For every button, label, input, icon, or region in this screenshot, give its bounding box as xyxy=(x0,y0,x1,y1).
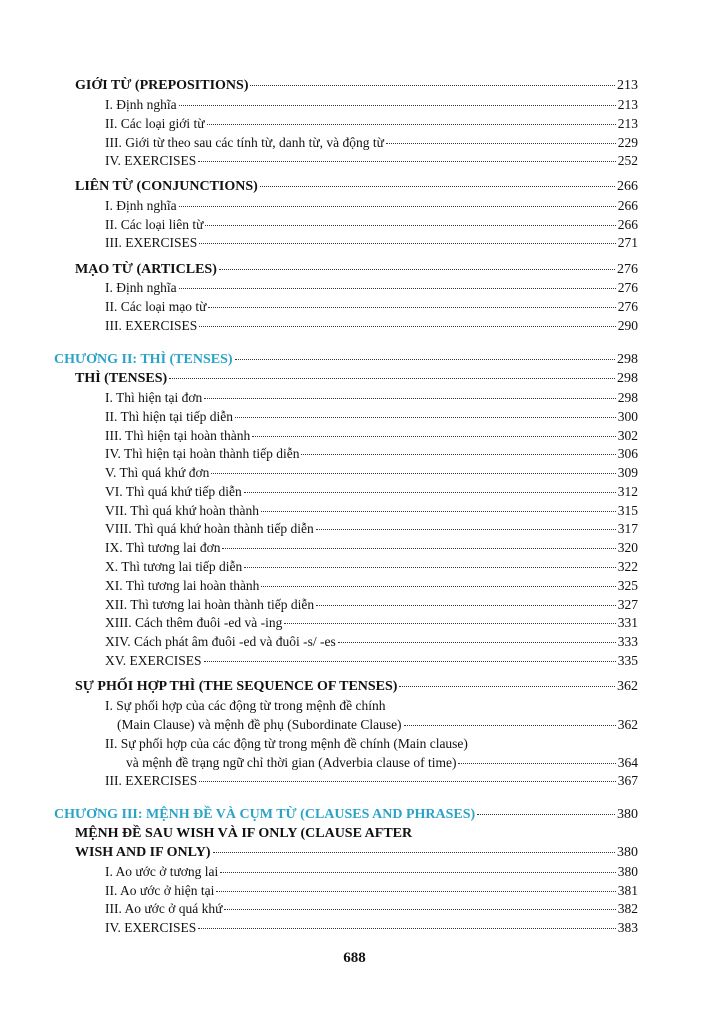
toc-entry-page: 276 xyxy=(617,299,638,314)
toc-entry-page: 276 xyxy=(617,262,638,277)
toc-entry-chapter xyxy=(54,351,638,368)
toc-entry-page: 383 xyxy=(617,920,638,935)
toc-entry-title: (Main Clause) và mệnh đề phụ (Subordinate Clause) xyxy=(117,717,402,732)
toc-entry-title: MẠO TỪ (ARTICLES) xyxy=(75,262,217,277)
dot-leader xyxy=(250,85,615,86)
toc-entry-page: 335 xyxy=(617,653,638,668)
page-number: 688 xyxy=(343,950,366,966)
toc-entry-title: XIV. Cách phát âm đuôi -ed và đuôi -s/ -es xyxy=(105,634,336,649)
dot-leader xyxy=(477,814,615,815)
toc-entry-title: II. Các loại mạo từ xyxy=(105,299,207,314)
toc-entry-page: 362 xyxy=(617,679,638,694)
toc-entry-page: 252 xyxy=(617,153,638,168)
toc-entry-section xyxy=(75,844,638,861)
toc-entry-page: 309 xyxy=(617,465,638,480)
toc-entry-sub xyxy=(105,558,638,575)
dot-leader xyxy=(404,725,616,726)
dot-leader xyxy=(213,852,616,853)
dot-leader xyxy=(261,511,616,512)
dot-leader xyxy=(260,186,615,187)
toc-entry-sub xyxy=(105,520,638,537)
toc-entry-title: CHƯƠNG III: MỆNH ĐỀ VÀ CỤM TỪ (CLAUSES AND PHRASES) xyxy=(54,807,476,822)
toc-entry-title: I. Định nghĩa xyxy=(105,97,177,112)
toc-entry-section xyxy=(75,261,638,278)
toc-entry-title: III. Thì hiện tại hoàn thành xyxy=(105,428,251,443)
toc-entry-page: 333 xyxy=(617,634,638,649)
toc-entry-sub xyxy=(105,483,638,500)
toc-entry-page: 213 xyxy=(617,78,638,93)
toc-entry-sub xyxy=(105,389,638,406)
dot-leader xyxy=(222,548,615,549)
dot-leader xyxy=(179,288,616,289)
toc-entry-page: 213 xyxy=(617,116,638,131)
toc-entry-title: III. EXERCISES xyxy=(105,235,198,250)
dot-leader xyxy=(179,206,616,207)
toc-entry-sub xyxy=(105,863,638,880)
toc-entry-title: MỆNH ĐỀ SAU WISH VÀ IF ONLY (CLAUSE AFTER xyxy=(75,826,413,841)
dot-leader xyxy=(386,143,616,144)
toc-entry-page: 300 xyxy=(617,409,638,424)
toc-entry-title: XI. Thì tương lai hoàn thành xyxy=(105,578,260,593)
toc-entry-page: 317 xyxy=(617,521,638,536)
toc-entry-sub xyxy=(105,197,638,214)
dot-leader xyxy=(338,642,616,643)
toc-entry-sub xyxy=(105,919,638,936)
toc-entry-page: 213 xyxy=(617,97,638,112)
toc-entry-title: VIII. Thì quá khứ hoàn thành tiếp diễn xyxy=(105,521,314,536)
toc-entry-section xyxy=(75,370,638,387)
toc-entry-title: XIII. Cách thêm đuôi -ed và -ing xyxy=(105,615,283,630)
toc-entry-sub xyxy=(105,216,638,233)
dot-leader xyxy=(211,473,615,474)
toc-entry-page: 380 xyxy=(617,864,638,879)
toc-entry-title: IV. Thì hiện tại hoàn thành tiếp diễn xyxy=(105,446,300,461)
toc-entry-sub xyxy=(105,298,638,315)
toc-entry-page: 325 xyxy=(617,578,638,593)
toc-entry-section xyxy=(75,825,412,842)
toc-entry-sub xyxy=(105,652,638,669)
toc-entry-sub xyxy=(105,115,638,132)
toc-entry-sub xyxy=(105,234,638,251)
toc-entry-title: I. Sự phối hợp của các động từ trong mệnh đề chính xyxy=(105,698,386,713)
toc-entry-title: THÌ (TENSES) xyxy=(75,371,168,386)
toc-entry-title: LIÊN TỪ (CONJUNCTIONS) xyxy=(75,179,258,194)
dot-leader xyxy=(204,398,616,399)
toc-entry-title: IV. EXERCISES xyxy=(105,920,197,935)
dot-leader xyxy=(169,378,615,379)
toc-entry-sub xyxy=(105,882,638,899)
toc-entry-title: WISH AND IF ONLY) xyxy=(75,845,211,860)
dot-leader xyxy=(399,686,615,687)
dot-leader xyxy=(316,605,616,606)
toc-entry-title: và mệnh đề trạng ngữ chỉ thời gian (Adverbia clause of time) xyxy=(126,755,457,770)
dot-leader xyxy=(219,269,615,270)
dot-leader xyxy=(179,105,616,106)
toc-entry-sub xyxy=(105,697,385,714)
dot-leader xyxy=(235,417,616,418)
toc-entry-page: 367 xyxy=(617,773,638,788)
toc-entry-title: I. Thì hiện tại đơn xyxy=(105,390,203,405)
toc-entry-sub xyxy=(105,152,638,169)
toc-entry-title: II. Các loại liên từ xyxy=(105,217,204,232)
dot-leader xyxy=(208,307,615,308)
toc-entry-title: GIỚI TỪ (PREPOSITIONS) xyxy=(75,78,249,93)
toc-entry-page: 271 xyxy=(617,235,638,250)
dot-leader xyxy=(261,586,615,587)
toc-entry-title: II. Ao ước ở hiện tại xyxy=(105,883,215,898)
dot-leader xyxy=(244,567,616,568)
toc-entry-page: 382 xyxy=(617,901,638,916)
toc-entry-page: 381 xyxy=(617,883,638,898)
toc-entry-title: III. Ao ước ở quá khứ xyxy=(105,901,223,916)
toc-entry-title: II. Thì hiện tại tiếp diễn xyxy=(105,409,233,424)
toc-entry-page: 306 xyxy=(617,446,638,461)
toc-entry-page: 276 xyxy=(617,280,638,295)
toc-entry-cont2 xyxy=(126,754,638,771)
toc-entry-page: 380 xyxy=(617,807,638,822)
toc-entry-section xyxy=(75,77,638,94)
toc-entry-page: 364 xyxy=(617,755,638,770)
toc-entry-sub xyxy=(105,279,638,296)
dot-leader xyxy=(199,326,616,327)
toc-entry-page: 302 xyxy=(617,428,638,443)
toc-entry-title: VI. Thì quá khứ tiếp diễn xyxy=(105,484,242,499)
toc-entry-sub xyxy=(105,900,638,917)
dot-leader xyxy=(224,909,615,910)
toc-entry-sub xyxy=(105,596,638,613)
toc-entry-title: CHƯƠNG II: THÌ (TENSES) xyxy=(54,352,233,367)
toc-entry-sub xyxy=(105,735,468,752)
dot-leader xyxy=(198,928,615,929)
toc-entry-page: 298 xyxy=(617,352,638,367)
toc-entry-chapter xyxy=(54,806,638,823)
toc-entry-page: 322 xyxy=(617,559,638,574)
toc-entry-sub xyxy=(105,772,638,789)
toc-entry-title: III. Giới từ theo sau các tính từ, danh từ, và động từ xyxy=(105,135,384,150)
toc-entry-page: 229 xyxy=(617,135,638,150)
toc-entry-page: 315 xyxy=(617,503,638,518)
toc-entry-title: IX. Thì tương lai đơn xyxy=(105,540,221,555)
toc-entry-sub xyxy=(105,408,638,425)
toc-entry-title: SỰ PHỐI HỢP THÌ (THE SEQUENCE OF TENSES) xyxy=(75,679,398,694)
toc-entry-page: 320 xyxy=(617,540,638,555)
toc-entry-sub xyxy=(105,502,638,519)
toc-entry-page: 331 xyxy=(617,615,638,630)
toc-entry-title: I. Định nghĩa xyxy=(105,280,177,295)
toc-entry-page: 266 xyxy=(617,217,638,232)
dot-leader xyxy=(204,661,616,662)
toc-entry-title: X. Thì tương lai tiếp diễn xyxy=(105,559,243,574)
dot-leader xyxy=(458,763,615,764)
dot-leader xyxy=(199,243,616,244)
toc-entry-sub xyxy=(105,464,638,481)
toc-entry-title: II. Sự phối hợp của các động từ trong mệnh đề chính (Main clause) xyxy=(105,736,468,751)
toc-entry-sub xyxy=(105,134,638,151)
toc-entry-sub xyxy=(105,614,638,631)
toc-entry-page: 298 xyxy=(617,371,638,386)
toc-entry-title: V. Thì quá khứ đơn xyxy=(105,465,210,480)
toc-entry-page: 266 xyxy=(617,198,638,213)
toc-entry-title: I. Định nghĩa xyxy=(105,198,177,213)
toc-entry-page: 362 xyxy=(617,717,638,732)
toc-entry-section xyxy=(75,678,638,695)
toc-entry-page: 298 xyxy=(617,390,638,405)
toc-entry-cont xyxy=(117,716,638,733)
toc-entry-page: 266 xyxy=(617,179,638,194)
toc-entry-sub xyxy=(105,96,638,113)
dot-leader xyxy=(301,454,615,455)
toc-entry-sub xyxy=(105,427,638,444)
toc-entry-title: II. Các loại giới từ xyxy=(105,116,205,131)
toc-entry-sub xyxy=(105,633,638,650)
toc-entry-page: 327 xyxy=(617,597,638,612)
dot-leader xyxy=(216,891,615,892)
toc-entry-title: IV. EXERCISES xyxy=(105,153,197,168)
toc-entry-sub xyxy=(105,317,638,334)
toc-entry-sub xyxy=(105,577,638,594)
dot-leader xyxy=(198,161,615,162)
dot-leader xyxy=(316,529,616,530)
toc-entry-page: 312 xyxy=(617,484,638,499)
toc-entry-page: 290 xyxy=(617,318,638,333)
toc-entry-page: 380 xyxy=(617,845,638,860)
dot-leader xyxy=(207,124,616,125)
toc-entry-sub xyxy=(105,445,638,462)
toc-entry-title: III. EXERCISES xyxy=(105,318,198,333)
dot-leader xyxy=(235,359,615,360)
toc-entry-sub xyxy=(105,539,638,556)
dot-leader xyxy=(252,436,616,437)
dot-leader xyxy=(205,225,615,226)
toc-entry-title: III. EXERCISES xyxy=(105,773,198,788)
toc-entry-section xyxy=(75,178,638,195)
toc-entry-title: XII. Thì tương lai hoàn thành tiếp diễn xyxy=(105,597,315,612)
toc-entry-title: VII. Thì quá khứ hoàn thành xyxy=(105,503,260,518)
toc-entry-title: I. Ao ước ở tương lai xyxy=(105,864,219,879)
dot-leader xyxy=(220,872,615,873)
dot-leader xyxy=(244,492,616,493)
toc-entry-title: XV. EXERCISES xyxy=(105,653,202,668)
dot-leader xyxy=(284,623,615,624)
dot-leader xyxy=(199,781,616,782)
